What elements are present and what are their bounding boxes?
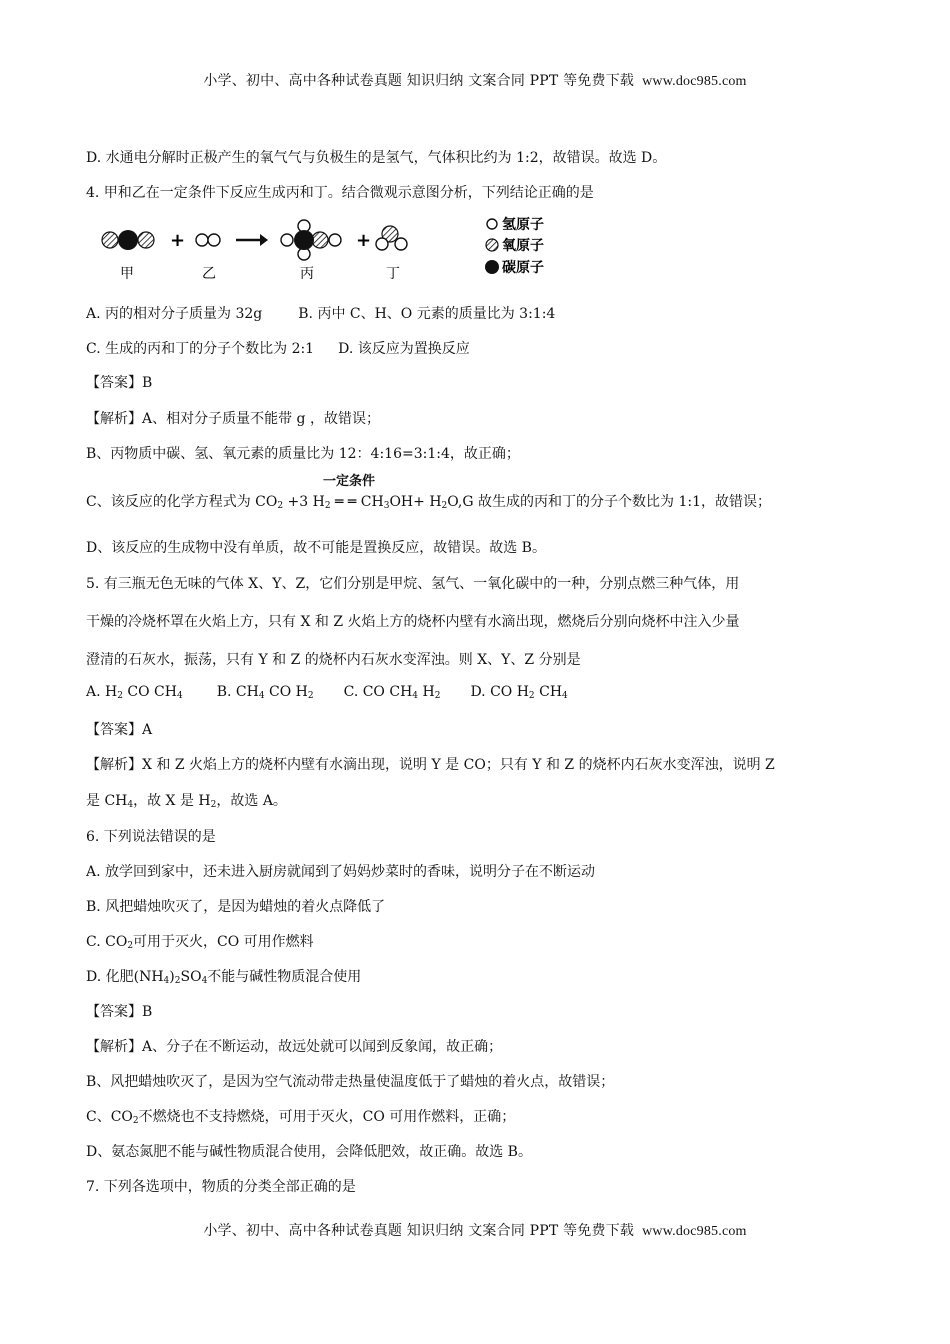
molecule-yi [196,234,220,246]
option-row: A. $H_2$ CO $CH_4$ B. $CH_4$ CO $H_2$ C. CO $CH_4$ $H_2$ D. CO $H_2$ $CH_4$ [86,684,568,701]
plus-sign: + [170,230,186,251]
legend-carbon: 碳原子 [502,260,544,276]
legend-oxygen: 氧原子 [502,238,544,254]
answer: 【答案】B [86,375,153,391]
footer-text: 小学、初中、高中各种试卷真题 知识归纳 文案合同 PPT 等免费下载 [203,1223,635,1239]
page-header [0,70,950,90]
question-6: 6. 下列说法错误的是 [86,829,216,845]
text-line: D、氨态氮肥不能与碱性物质混合使用，会降低肥效，故正确。故选 B。 [86,1144,532,1160]
option-c: C. $CO_2$可用于灭火，CO 可用作燃料 [86,934,314,951]
reaction-condition: 一定条件 [323,474,376,489]
equation-line: C、该反应的化学方程式为 $CO_2 +3$ $H_2$ ═ ═ $CH_3OH+ H_2O,G$ 故生成的丙和丁的分子个数比为 1:1，故错误； [86,494,771,511]
option-d: D. 化肥$(NH_4)_2SO_4$不能与碱性物质混合使用 [86,969,362,986]
question-4: 4. 甲和乙在一定条件下反应生成丙和丁。结合微观示意图分析，下列结论正确的是 [86,185,594,201]
analysis: 【解析】A、相对分子质量不能带 g ，故错误； [86,411,380,427]
option-a: A. 丙的相对分子质量为 32g [86,306,263,322]
text-line: C、$CO_2$不燃烧也不支持燃烧，可用于灭火，CO 可用作燃料，正确； [86,1109,516,1126]
plus-sign: + [356,230,372,251]
text-line: D、该反应的生成物中没有单质，故不可能是置换反应，故错误。故选 B。 [86,540,546,556]
text-line: B、丙物质中碳、氢、氧元素的质量比为 12：4:16=3:1:4，故正确； [86,446,520,462]
question-5: 5. 有三瓶无色无味的气体 X、Y、Z，它们分别是甲烷、氢气、一氧化碳中的一种，分别点燃三种气体，用 [86,576,740,592]
option-row [86,338,470,358]
molecule-diagram [90,212,590,284]
legend-hydrogen: 氢原子 [502,217,544,233]
question-7: 7. 下列各选项中，物质的分类全部正确的是 [86,1179,356,1195]
text-line: D. 水通电分解时正极产生的氧气气与负极生的是氢气，气体积比约为 1:2，故错误。故选 D。 [86,150,667,166]
label-ding: 丁 [386,266,400,282]
text-line: 是 $CH_4$，故 X 是 $H_2$，故选 A。 [86,793,287,810]
option-b: B. 丙中 C、H、O 元素的质量比为 3:1:4 [298,306,556,322]
header-url[interactable]: www.doc985.com [642,74,747,89]
option-d: D. 该反应为置换反应 [338,341,470,357]
option-row [86,303,555,323]
text-line: 澄清的石灰水，振荡，只有 Y 和 Z 的烧杯内石灰水变浑浊。则 X、Y、Z 分别是 [86,652,581,668]
text-line: B、风把蜡烛吹灭了，是因为空气流动带走热量使温度低于了蜡烛的着火点，故错误； [86,1074,615,1090]
molecule-jia [102,230,154,250]
answer: 【答案】B [86,1004,153,1020]
legend [485,216,544,276]
option-b: B. 风把蜡烛吹灭了，是因为蜡烛的着火点降低了 [86,899,386,915]
footer-url[interactable]: www.doc985.com [642,1224,747,1239]
label-jia: 甲 [120,266,134,282]
analysis: 【解析】X 和 Z 火焰上方的烧杯内壁有水滴出现，说明 Y 是 CO；只有 Y 和 Z 的烧杯内石灰水变浑浊，说明 Z [86,757,775,773]
molecule-bing [281,220,341,260]
arrow-icon [236,234,268,246]
label-bing: 丙 [300,266,314,282]
header-text: 小学、初中、高中各种试卷真题 知识归纳 文案合同 PPT 等免费下载 [203,73,635,89]
molecule-ding [376,226,407,250]
analysis: 【解析】A、分子在不断运动，故远处就可以闻到反象闻，故正确； [86,1039,503,1055]
text-line: 干燥的冷烧杯罩在火焰上方，只有 X 和 Z 火焰上方的烧杯内壁有水滴出现，燃烧后分别向烧杯中注入少量 [86,614,740,630]
answer: 【答案】A [86,722,153,738]
label-yi: 乙 [202,266,216,282]
option-a: A. 放学回到家中，还未进入厨房就闻到了妈妈炒菜时的香味，说明分子在不断运动 [86,864,596,880]
option-c: C. 生成的丙和丁的分子个数比为 2:1 [86,341,315,357]
page-footer [0,1220,950,1240]
